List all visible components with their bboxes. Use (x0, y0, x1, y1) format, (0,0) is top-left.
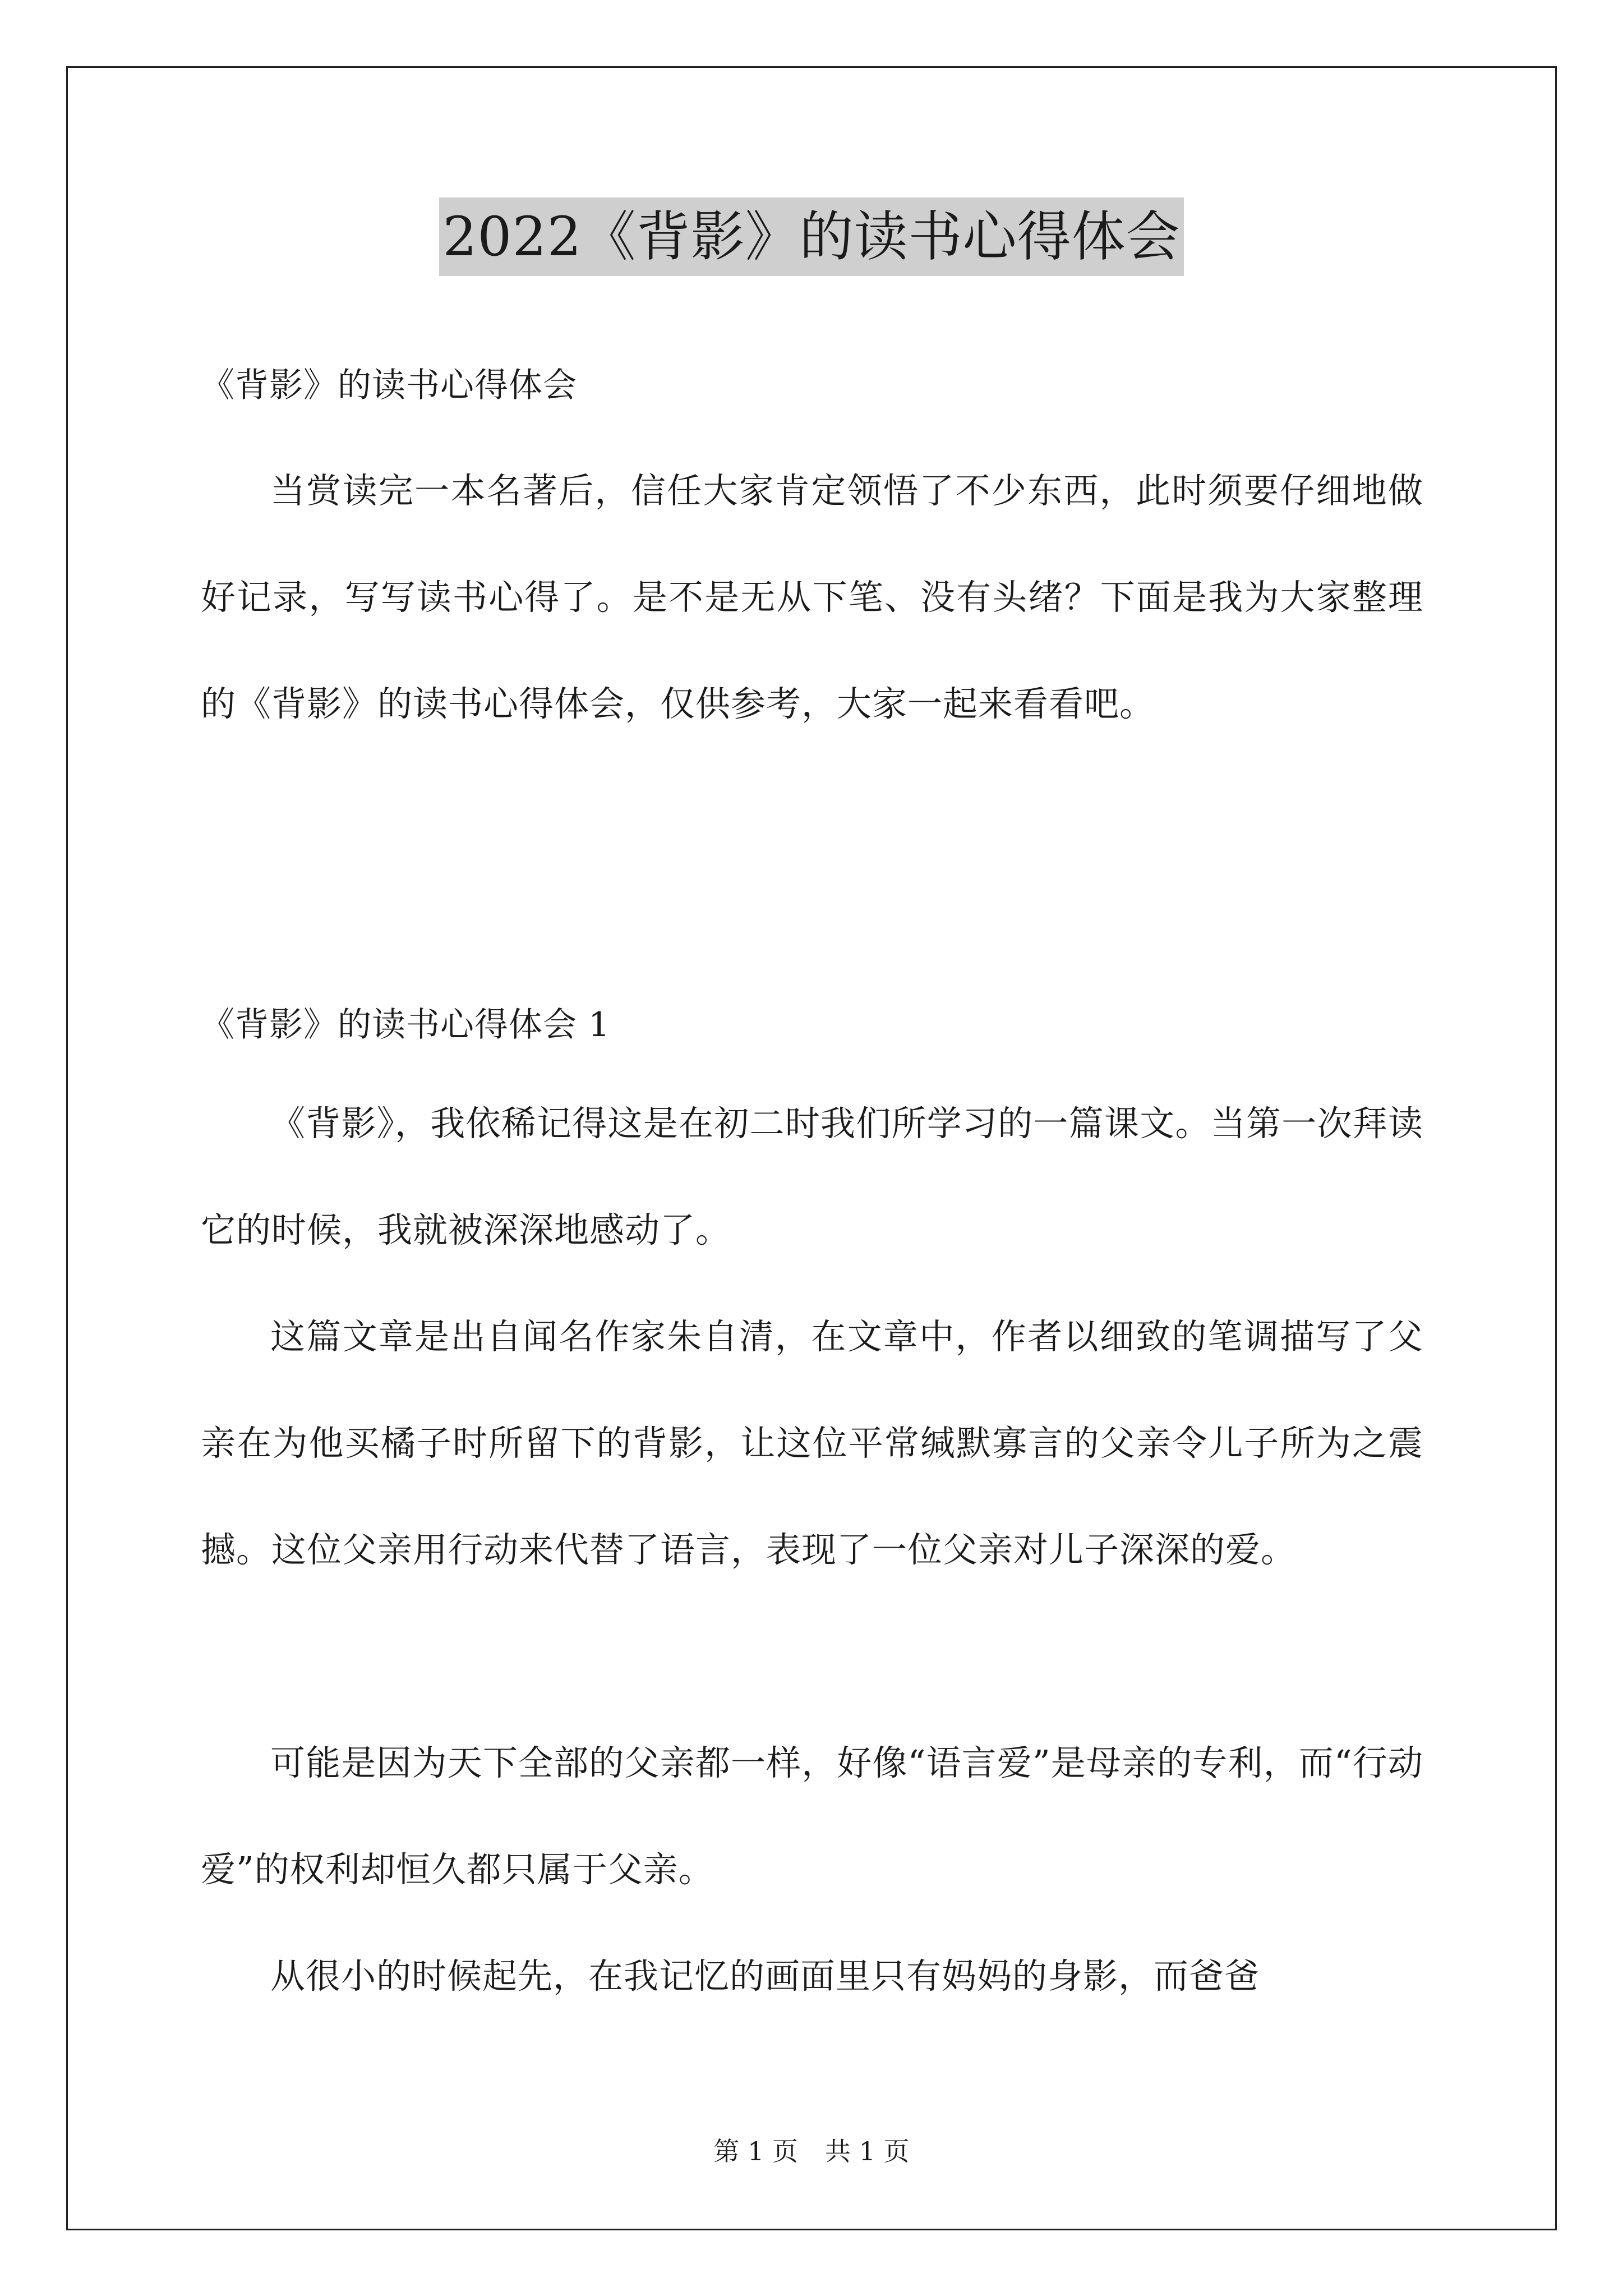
document-subtitle: 《背影》的读书心得体会 (201, 366, 577, 405)
page-footer (0, 2134, 1623, 2168)
body-paragraph-3: 可能是因为天下全部的父亲都一样，好像“语言爱”是母亲的专利，而“行动爱”的权利却恒久都只属于父亲。 (201, 1742, 1423, 1890)
page-total: 共 1 页 (825, 2136, 910, 2166)
section-heading: 《背影》的读书心得体会 1 (201, 1005, 611, 1045)
body-paragraph-1: 《背影》，我依稀记得这是在初二时我们所学习的一篇课文。当第一次拜读它的时候，我就被深深地感动了。 (201, 1103, 1423, 1250)
body-paragraph-2: 这篇文章是出自闻名作家朱自清，在文章中，作者以细致的笔调描写了父亲在为他买橘子时所留下的背影，让这位平常缄默寡言的父亲令儿子所为之震撼。这位父亲用行动来代替了语言，表现了一位父亲对儿子深深的爱。 (201, 1316, 1423, 1570)
title-container (0, 197, 1623, 276)
page-number: 第 1 页 (713, 2136, 798, 2166)
intro-paragraph: 当赏读完一本名著后，信任大家肯定领悟了不少东西，此时须要仔细地做好记录，写写读书心得了。是不是无从下笔、没有头绪？下面是我为大家整理的《背影》的读书心得体会，仅供参考，大家一起来看看吧。 (201, 470, 1423, 724)
body-paragraph-4: 从很小的时候起先，在我记忆的画面里只有妈妈的身影，而爸爸 (270, 1955, 1260, 1996)
document-title: 2022《背影》的读书心得体会 (439, 197, 1183, 276)
